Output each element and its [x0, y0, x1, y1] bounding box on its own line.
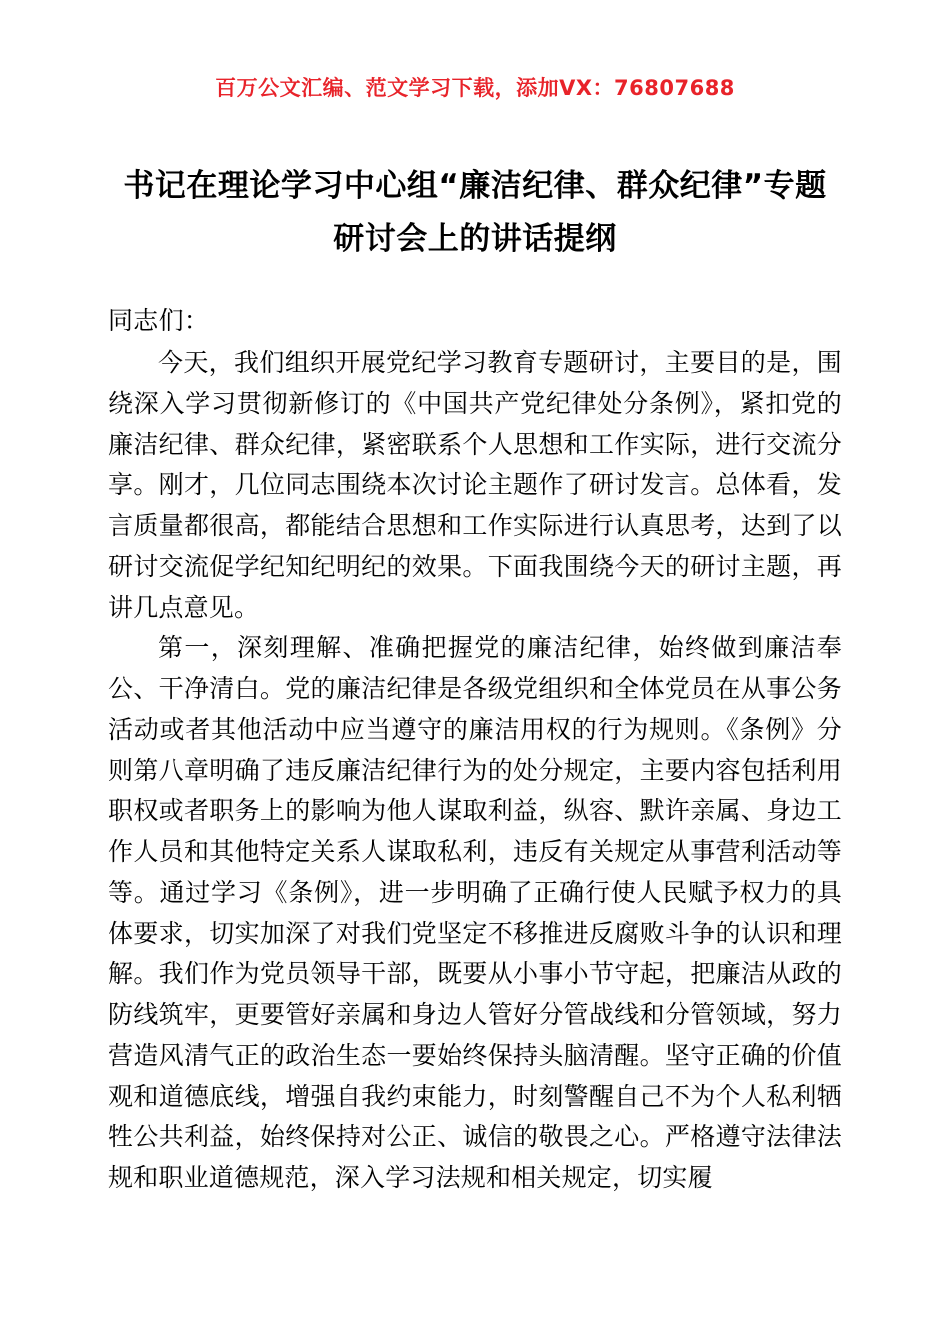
body-paragraph-2: 第一，深刻理解、准确把握党的廉洁纪律，始终做到廉洁奉公、干净清白。党的廉洁纪律是各级党组织和全体党员在从事公务活动或者其他活动中应当遵守的廉洁用权的行为规则。《条例》分则第八章明确了违反廉洁纪律行为的处分规定，主要内容包括利用职权或者职务上的影响为他人谋取利益，纵容、默许亲属、身边工作人员和其他特定关系人谋取私利，违反有关规定从事营利活动等等。通过学习《条例》，进一步明确了正确行使人民赋予权力的具体要求，切实加深了对我们党坚定不移推进反腐败斗争的认识和理解。我们作为党员领导干部，既要从小事小节守起，把廉洁从政的防线筑牢，更要管好亲属和身边人管好分管战线和分管领域，努力营造风清气正的政治生态一要始终保持头脑清醒。坚守正确的价值观和道德底线，增强自我约束能力，时刻警醒自己不为个人私利牺牲公共利益，始终保持对公正、诚信的敬畏之心。严格遵守法律法规和职业道德规范，深入学习法规和相关规定，切实履	[108, 633, 842, 1193]
page-title: 书记在理论学习中心组“廉洁纪律、群众纪律”专题研讨会上的讲话提纲	[123, 168, 827, 258]
watermark-text: 百万公文汇编、范文学习下载，添加VX：76807688	[215, 76, 735, 100]
body-paragraph-1: 今天，我们组织开展党纪学习教育专题研讨，主要目的是，围绕深入学习贯彻新修订的《中国共产党纪律处分条例》，紧扣党的廉洁纪律、群众纪律，紧密联系个人思想和工作实际，进行交流分享。刚才，几位同志围绕本次讨论主题作了研讨发言。总体看，发言质量都很高，都能结合思想和工作实际进行认真思考，达到了以研讨交流促学纪知纪明纪的效果。下面我围绕今天的研讨主题，再讲几点意见。	[108, 348, 842, 622]
salutation: 同志们：	[108, 305, 210, 335]
